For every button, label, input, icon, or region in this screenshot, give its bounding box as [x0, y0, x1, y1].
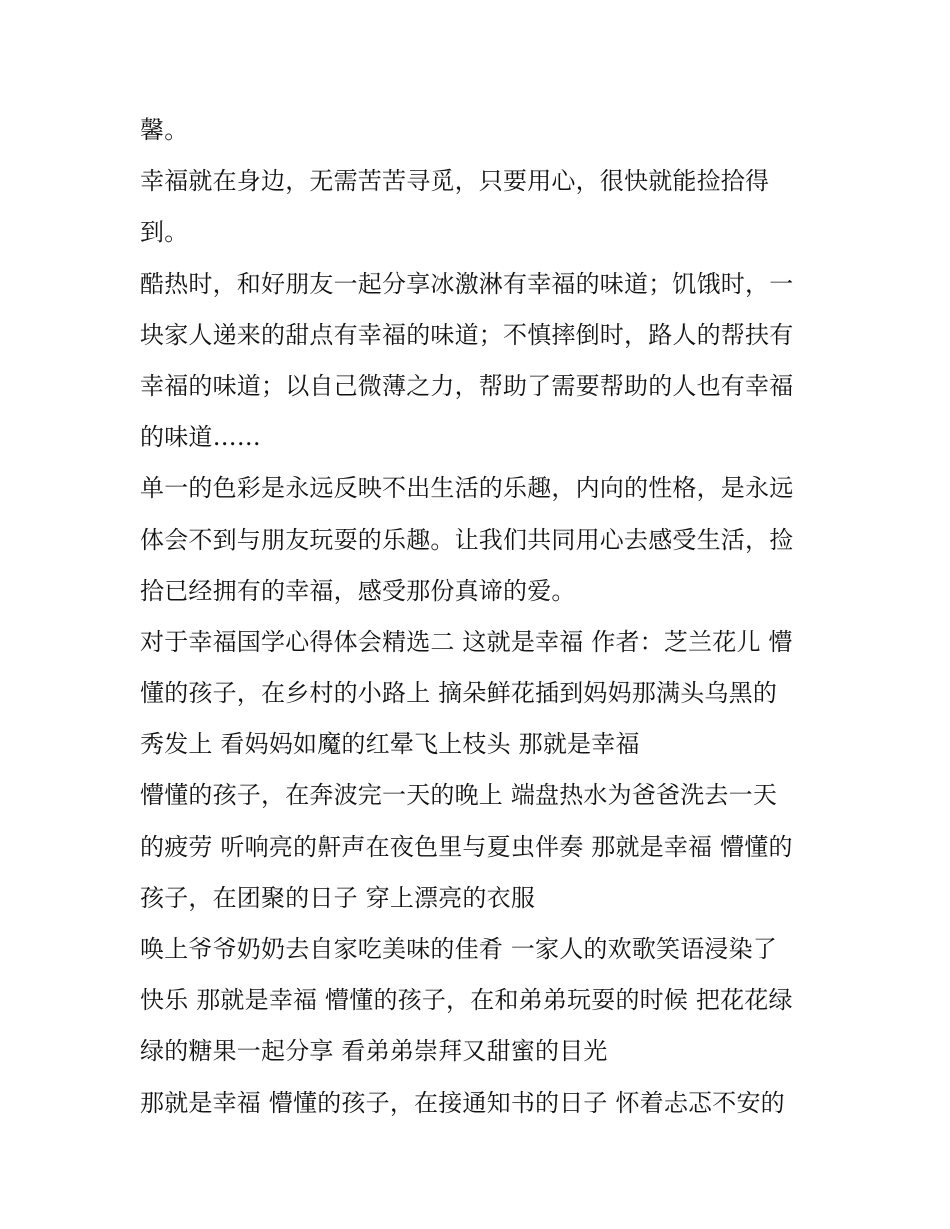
text-line: 的疲劳 听响亮的鼾声在夜色里与夏虫伴奏 那就是幸福 懵懂的 [140, 832, 793, 861]
text-line: 到。 [140, 218, 189, 247]
text-line: 酷热时，和好朋友一起分享冰激淋有幸福的味道；饥饿时，一 [140, 269, 794, 298]
text-line: 绿的糖果一起分享 看弟弟崇拜又甜蜜的目光 [140, 1037, 608, 1066]
text-line: 秀发上 看妈妈如魔的红晕飞上枝头 那就是幸福 [140, 730, 640, 759]
text-line: 拾已经拥有的幸福，感受那份真谛的爱。 [140, 576, 576, 605]
text-line: 体会不到与朋友玩耍的乐趣。让我们共同用心去感受生活，捡 [140, 525, 794, 554]
text-line: 块家人递来的甜点有幸福的味道；不慎摔倒时，路人的帮扶有 [140, 320, 794, 349]
text-line: 幸福就在身边，无需苦苦寻觅，只要用心，很快就能捡拾得 [140, 167, 770, 196]
document-body [140, 105, 820, 1129]
text-line: 的味道…… [140, 423, 261, 452]
text-line: 单一的色彩是永远反映不出生活的乐趣，内向的性格，是永远 [140, 474, 794, 503]
text-line: 那就是幸福 懵懂的孩子，在接通知书的日子 怀着忐忑不安的 [140, 1088, 785, 1117]
text-line: 馨。 [140, 116, 189, 144]
text-line: 快乐 那就是幸福 懵懂的孩子，在和弟弟玩耍的时候 把花花绿 [140, 986, 793, 1015]
text-line: 唤上爷爷奶奶去自家吃美味的佳肴 一家人的欢歌笑语浸染了 [140, 935, 778, 963]
text-line: 懂的孩子，在乡村的小路上 摘朵鲜花插到妈妈那满头乌黑的 [140, 679, 778, 708]
text-line: 懵懂的孩子，在奔波完一天的晚上 端盘热水为爸爸洗去一天 [140, 781, 778, 810]
text-line: 孩子，在团聚的日子 穿上漂亮的衣服 [140, 883, 536, 912]
text-line: 幸福的味道；以自己微薄之力，帮助了需要帮助的人也有幸福 [140, 371, 794, 400]
text-line: 对于幸福国学心得体会精选二 这就是幸福 作者：芝兰花儿 懵 [140, 627, 793, 656]
